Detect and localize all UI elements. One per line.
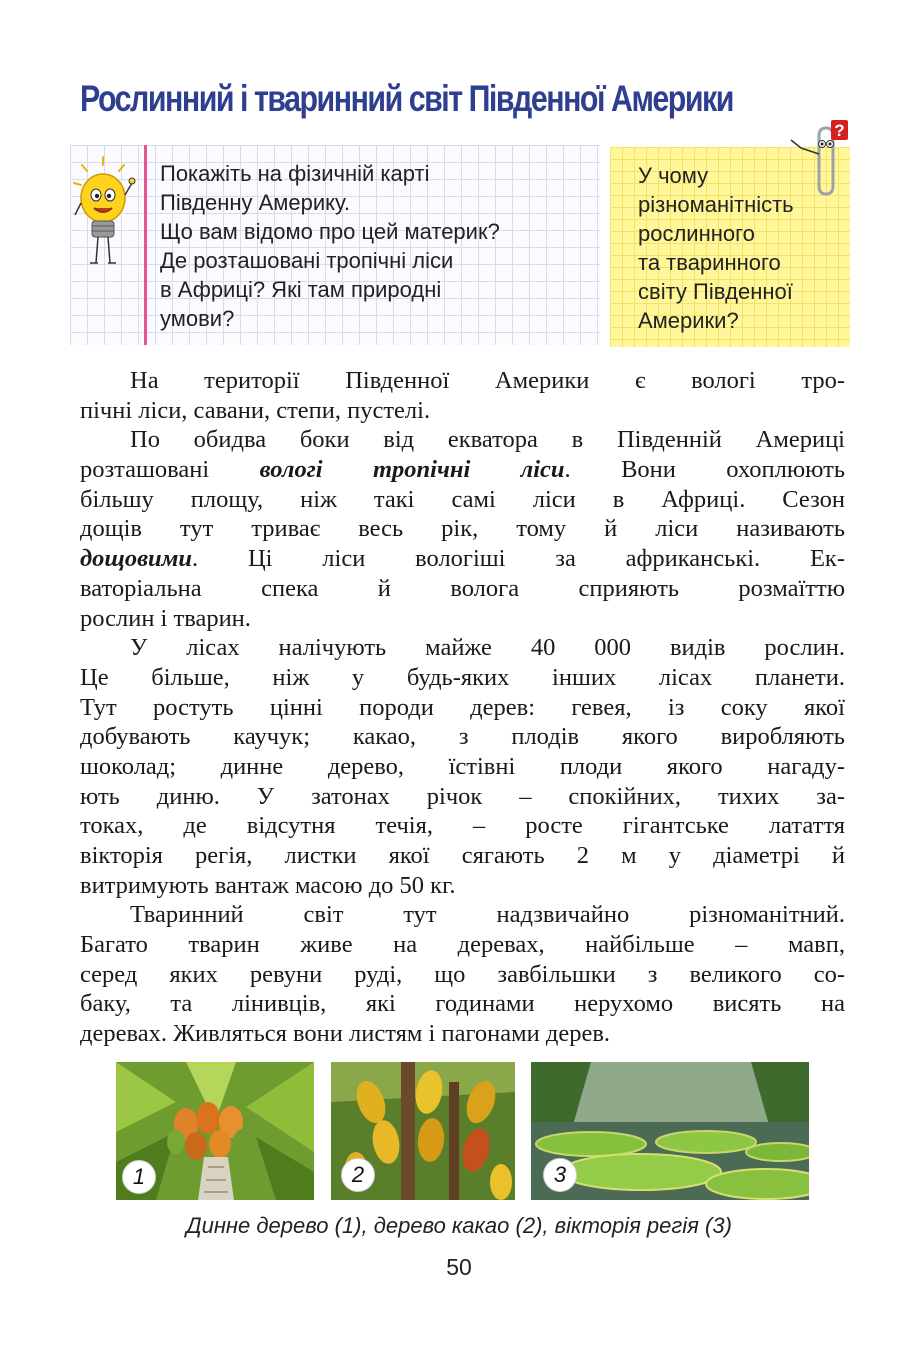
intro-prompt-box [70,145,600,345]
text-line: витримують вантаж масою до 50 кг. [80,871,456,899]
intro-line: в Африці? Які там природні [160,277,442,302]
intro-text [160,159,600,333]
text-line: вікторія регія, листки якої сягають 2 м у діаметрі й [80,842,845,869]
photo-label: 3 [543,1158,577,1192]
text-line: серед яких ревуни руді, що завбільшки з великого со- [80,960,845,988]
term-rain-forests: дощовими [80,545,193,573]
margin-line [144,145,147,345]
intro-line: Де розташовані тропічні ліси [160,248,454,273]
intro-line: Що вам відомо про цей материк? [160,219,500,244]
photo-papaya-tree [116,1062,314,1200]
text-line: ють диню. У затонах річок – спокійних, тихих за- [80,782,845,810]
question-mark: ? [834,121,845,140]
text-line: Це більше, ніж у будь-яких інших лісах планети. [80,663,845,691]
text-line: дощів тут триває весь рік, тому й ліси називають [80,515,845,543]
question-line: світу Південної [638,279,793,304]
question-line: Америки? [638,308,739,333]
text-line: Тваринний світ тут надзвичайно різноманітний. [130,901,845,929]
question-line: У чому [638,163,709,188]
photo-caption: Динне дерево (1), дерево какао (2), вікторія регія (3) [186,1213,732,1238]
question-line: та тваринного [638,250,781,275]
text-fragment: . Вони охоплюють [564,456,846,484]
main-text [80,366,845,1049]
text-fragment: розташовані [80,456,210,484]
text-line: більшу площу, ніж такі самі ліси в Африці. Сезон [80,485,845,513]
text-line: ваторіальна спека й волога сприяють розмаїттю [80,574,845,602]
photo-cocoa-tree [331,1062,515,1200]
paperclip-question-icon [781,118,853,198]
lightbulb-character-icon [70,153,136,273]
text-line: пічні ліси, савани, степи, пустелі. [80,396,431,424]
text-line: На території Південної Америки є вологі тро- [130,367,845,394]
question-line: різноманітність [638,192,794,217]
text-line: Тут ростуть цінні породи дерев: гевея, із соку якої [80,693,845,721]
text-line: рослин і тварин. [80,604,251,632]
text-fragment: . Ці ліси вологіші за африканські. Ек- [192,545,845,573]
text-line: По обидва боки від екватора в Південній Америці [130,426,845,454]
intro-line: Південну Америку. [160,190,350,215]
intro-line: Покажіть на фізичній карті [160,161,430,186]
page-title: Рослинний і тваринний світ Південної Америки [80,78,733,119]
text-line [80,455,845,485]
page-number: 50 [446,1254,472,1280]
text-line: баку, та лінивців, які годинами нерухомо висять на [80,990,845,1018]
question-line: рослинного [638,221,755,246]
photo-label: 2 [341,1158,375,1192]
intro-line: умови? [160,306,235,331]
text-line: добувають каучук; какао, з плодів якого виробляють [80,723,845,751]
text-line: деревах. Живляться вони листям і пагонами дерев. [80,1020,611,1048]
text-line: шоколад; динне дерево, їстівні плоди якого нагаду- [80,752,845,780]
photo-label: 1 [122,1160,156,1194]
text-line: Багато тварин живе на деревах, найбільше – мавп, [80,931,845,959]
text-line: У лісах налічують майже 40 000 видів рослин. [130,634,845,662]
text-line: токах, де відсутня течія, – росте гігантське латаття [80,812,845,840]
term-rainforest: вологі тропічні ліси [259,456,565,484]
photo-victoria-regia [531,1062,809,1200]
text-line [80,544,845,574]
